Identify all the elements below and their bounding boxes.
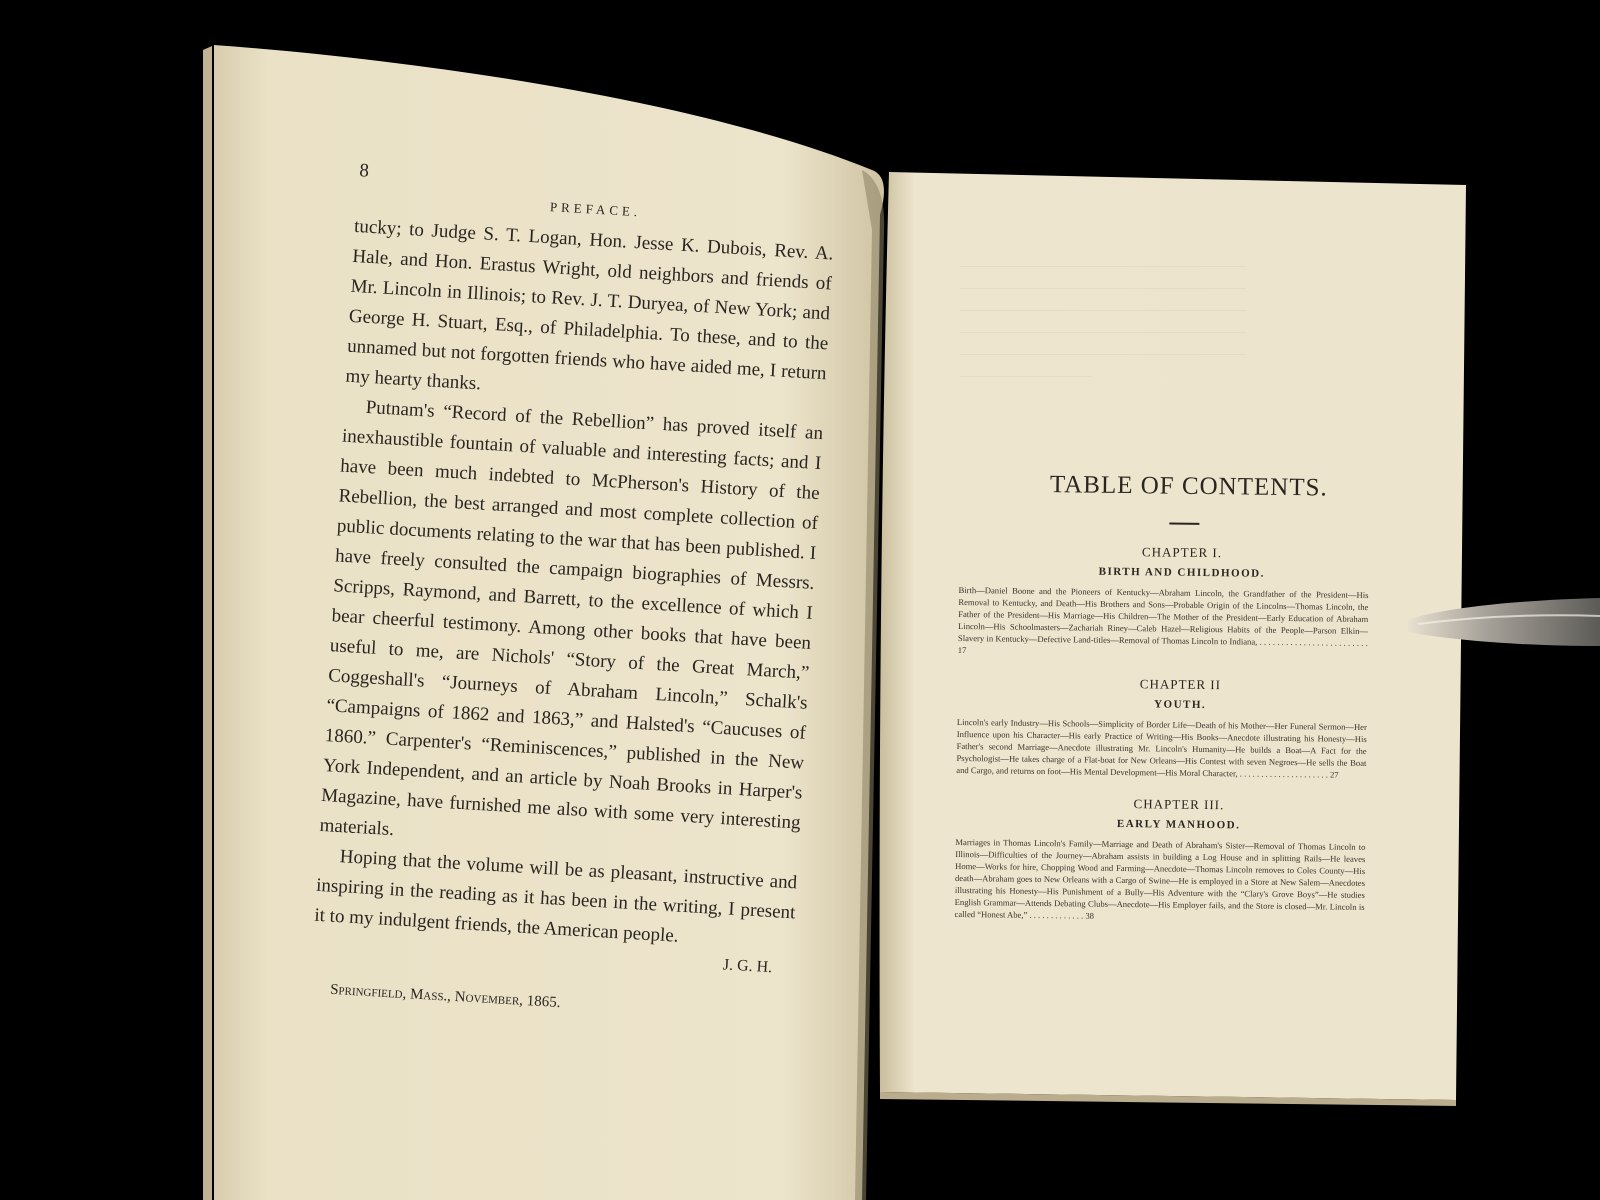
chapter-heading: CHAPTER III. xyxy=(1133,796,1225,813)
chapter-3 xyxy=(955,794,1367,925)
running-head: PREFACE. xyxy=(549,199,642,220)
left-page-edge xyxy=(203,46,212,1200)
show-through-text: —————————————————————————— —————————————————————————— —————————————————————————— —————————————————————————— —————————————————————————— ———————————— xyxy=(960,260,1246,382)
toc-title: TABLE OF CONTENTS. xyxy=(1049,471,1328,502)
chapter-1 xyxy=(958,542,1369,661)
chapter-summary: Marriages in Thomas Lincoln's Family—Marriage and Death of Abraham's Sister—Removal of Thomas Lincoln to Illinois—Difficulties of the Journey—Abraham assists in building a Log House and in splitting Rails—He leaves Home—Works for hire, Chopping Wood and Farming—Anecdote—Thomas Lincoln removes to Coles County—His death—Abraham goes to New Orleans with a Cargo of Swine—He is employed in a Store at New Salem—Anecdotes illustrating his Honesty—His Punishment of a Bully—His Adventure with the “Clary's Grove Boys”—He studies English Grammar—Attends Debating Clubs—Anecdote—His Employer fails, and the Store is closed—Mr. Lincoln is called “Honest Abe,” . . . . . . . . . . . . . 38 xyxy=(954,836,1366,921)
chapter-summary: Lincoln's early Industry—His Schools—Simplicity of Border Life—Death of his Mother—Her Funeral Sermon—Her Influence upon his Character—His early Practice of Writing—His Books—Anecdote illustrating his Honesty—His Father's second Marriage—Anecdote illustrating Mr. Lincoln's Humanity—He builds a Boat—A Fact for the Psychologist—He takes charge of a Flat-boat for New Orleans—His Contest with seven Negroes—He sells the Boat and Cargo, and returns on foot—His Mental Development—His Moral Character, . . . . . . . . . . . . . . . . . . . . . 27 xyxy=(956,716,1367,780)
preface-paragraph-1: tucky; to Judge S. T. Logan, Hon. Jesse K. Dubois, Rev. A. Hale, and Hon. Erastus Wright, old neighbors and friends of Mr. Lincoln in Illinois; to Rev. J. T. Duryea, of New York; and George H. Stuart, Esq., of Philadelphia. To these, and to the unnamed but not forgotten friends who have aided me, I return my hearty thanks. xyxy=(344,215,834,395)
author-initials: J. G. H. xyxy=(722,956,773,977)
title-rule xyxy=(1169,523,1199,525)
page-number: 8 xyxy=(358,160,370,182)
dateline: Springfield, Mass., November, 1865. xyxy=(329,981,561,1012)
chapter-subtitle: EARLY MANHOOD. xyxy=(1116,817,1241,832)
preface-page xyxy=(310,160,838,1025)
preface-paragraph-2: Putnam's “Record of the Rebellion” has proved itself an inexhaustible fountain of valuable and interesting facts; and I have been much indebted to McPherson's History of the Rebellion, the best arranged and most complete collection of public documents relating to the war that has been published. I have freely consulted the campaign biographies of Messrs. Scripps, Raymond, and Barrett, to the excellence of which I bear cheerful testimony. Among other books that have been useful to me, are Nichols' “Story of the Great March,” Coggeshall's “Journeys of Abraham Lincoln,” Schalk's “Campaigns of 1862 and 1863,” and Halsted's “Caucuses of 1860.” Carpenter's “Reminiscences,” published in the New York Independent, and an article by Noah Brooks in Harper's Magazine, have furnished me also with some very interesting materials. xyxy=(319,396,824,841)
chapter-2 xyxy=(956,674,1367,781)
chapter-summary: Birth—Daniel Boone and the Pioneers of Kentucky—Abraham Lincoln, the Grandfather of the President—His Removal to Kentucky, and Death—His Brothers and Sons—Probable Origin of the Lincolns—Thomas Lincoln, the Father of the President—His Marriage—His Children—The Mother of the President—Early Education of Abraham Lincoln—His Schoolmasters—Zachariah Riney—Caleb Hazel—Religious Habits of the People—Parson Elkin—Slavery in Kentucky—Defective Land-titles—Removal of Thomas Lincoln to Indiana, . . . . . . . . . . . . . . . . . . . . . . . . . 17 xyxy=(957,584,1369,656)
contents-page xyxy=(954,470,1370,943)
chapter-heading: CHAPTER II xyxy=(1139,676,1222,693)
preface-paragraph-3: Hoping that the volume will be as pleasant, instructive and inspiring in the reading as it has been in the writing, I present it to my indulgent friends, the American people. xyxy=(313,846,798,947)
chapter-heading: CHAPTER I. xyxy=(1141,544,1223,561)
chapter-subtitle: YOUTH. xyxy=(1154,698,1207,712)
chapter-subtitle: BIRTH AND CHILDHOOD. xyxy=(1098,565,1265,580)
